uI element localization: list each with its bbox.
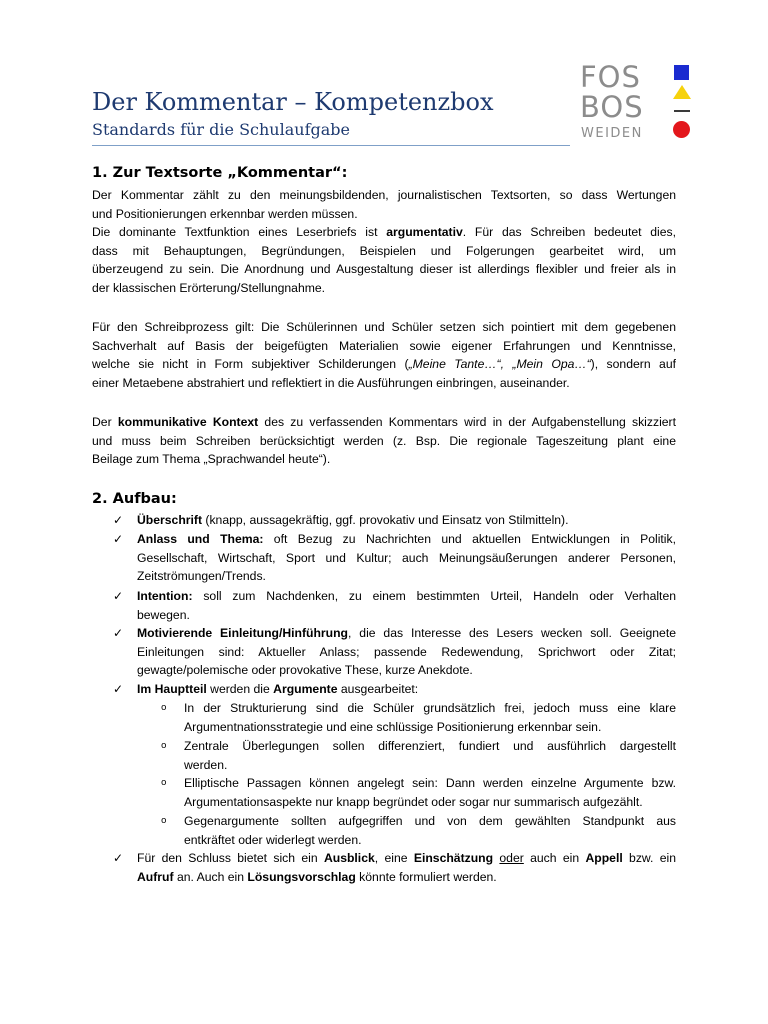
checkmark-icon: ✓	[113, 589, 124, 603]
list-item-schluss: Für den Schluss bietet sich ein Ausblick, eine Einschätzung oder auch ein Appell bzw. ein Aufruf an. Auch ein Lösungsvorschlag könnte formuliert werden.	[137, 851, 676, 884]
sub-item-elliptische-passagen: Elliptische Passagen können angelegt sein: Dann werden einzelne Argumente bzw. Argumentationsaspekte nur knapp begründet oder sogar nur summarisch aufgezählt.	[184, 776, 676, 809]
logo-red-circle-icon	[673, 121, 690, 138]
page-title: Der Kommentar – Kompetenzbox	[92, 88, 494, 116]
logo-line-weiden: WEIDEN	[581, 126, 643, 141]
list-item-ueberschrift: Überschrift (knapp, aussagekräftig, ggf. provokativ und Einsatz von Stilmitteln).	[137, 513, 569, 527]
sub-bullet-icon: o	[161, 778, 167, 788]
logo-yellow-triangle-icon	[673, 85, 691, 99]
section-heading-aufbau: 2. Aufbau:	[92, 491, 177, 507]
sub-bullet-icon: o	[161, 816, 167, 826]
school-logo	[580, 62, 700, 146]
logo-dash-icon	[674, 110, 690, 112]
logo-blue-square-icon	[674, 65, 689, 80]
logo-line-bos: BOS	[580, 90, 644, 124]
logo-line-fos: FOS	[580, 60, 641, 94]
checkmark-icon: ✓	[113, 626, 124, 640]
sub-item-gegenargumente: Gegenargumente sollten aufgegriffen und von dem gewählten Standpunkt aus entkräftet oder widerlegt werden.	[184, 814, 676, 847]
sub-item-ueberlegungen: Zentrale Überlegungen sollen differenziert, fundiert und ausführlich dargestellt werden.	[184, 739, 676, 772]
list-item-intention: Intention: soll zum Nachdenken, zu einem bestimmten Urteil, Handeln oder Verhalten bewegen.	[137, 589, 676, 622]
checkmark-icon: ✓	[113, 682, 124, 696]
checkmark-icon: ✓	[113, 851, 124, 865]
list-item-anlass-thema: Anlass und Thema: oft Bezug zu Nachrichten und aktuellen Entwicklungen in Politik, Gesellschaft, Wirtschaft, Sport und Kultur; auch Meinungsäußerungen anderer Personen, Zeitströmungen/Trends.	[137, 532, 676, 584]
list-item-einleitung: Motivierende Einleitung/Hinführung, die das Interesse des Lesers wecken soll. Geeignete Einleitungen sind: Aktueller Anlass; passende Redewendung, Sprichwort oder Zitat; gewagte/polemische oder provokative These, kurze Anekdote.	[137, 626, 676, 678]
paragraph-kontext: Der kommunikative Kontext des zu verfassenden Kommentars wird in der Aufgabenstellung skizziert und muss beim Schreiben berücksichtigt werden (z. Bsp. Die regionale Tageszeitung plant eine Beilage zum Thema „Sprachwandel heute“).	[92, 415, 676, 467]
checkmark-icon: ✓	[113, 532, 124, 546]
title-divider	[92, 145, 570, 146]
sub-bullet-icon: o	[161, 703, 167, 713]
paragraph-schreibprozess: Für den Schreibprozess gilt: Die Schülerinnen und Schüler setzen sich pointiert mit dem gegebenen Sachverhalt auf Basis der beigefügten Materialien sowie eigener Erfahrungen und Kenntnisse, welche sie nicht in Form subjektiver Schilderungen („Meine Tante…“, „Mein Opa…“), sondern auf einer Metaebene abstrahiert und reflektiert in die Ausführungen einbringen, auseinander.	[92, 320, 676, 390]
sub-bullet-icon: o	[161, 741, 167, 751]
sub-item-strukturierung: In der Strukturierung sind die Schüler grundsätzlich frei, jedoch muss eine klare Argumentnationsstrategie und eine schlüssige Positionierung erkennbar sein.	[184, 701, 676, 734]
paragraph-definition: Der Kommentar zählt zu den meinungsbildenden, journalistischen Textsorten, so dass Wertungen und Positionierungen erkennbar werden müssen. Die dominante Textfunktion eines Leserbriefs ist argumentativ. Für das Schreiben bedeutet dies, dass mit Behauptungen, Begründungen, Beispielen und Folgerungen gearbeitet wird, um überzeugend zu sein. Die Anordnung und Ausgestaltung dieser ist allerdings flexibler und freier als in der klassischen Erörterung/Stellungnahme.	[92, 188, 676, 295]
page-subtitle: Standards für die Schulaufgabe	[92, 120, 350, 139]
list-item-hauptteil: Im Hauptteil werden die Argumente ausgearbeitet:	[137, 682, 419, 696]
checkmark-icon: ✓	[113, 513, 124, 527]
section-heading-textsorte: 1. Zur Textsorte „Kommentar“:	[92, 165, 348, 181]
